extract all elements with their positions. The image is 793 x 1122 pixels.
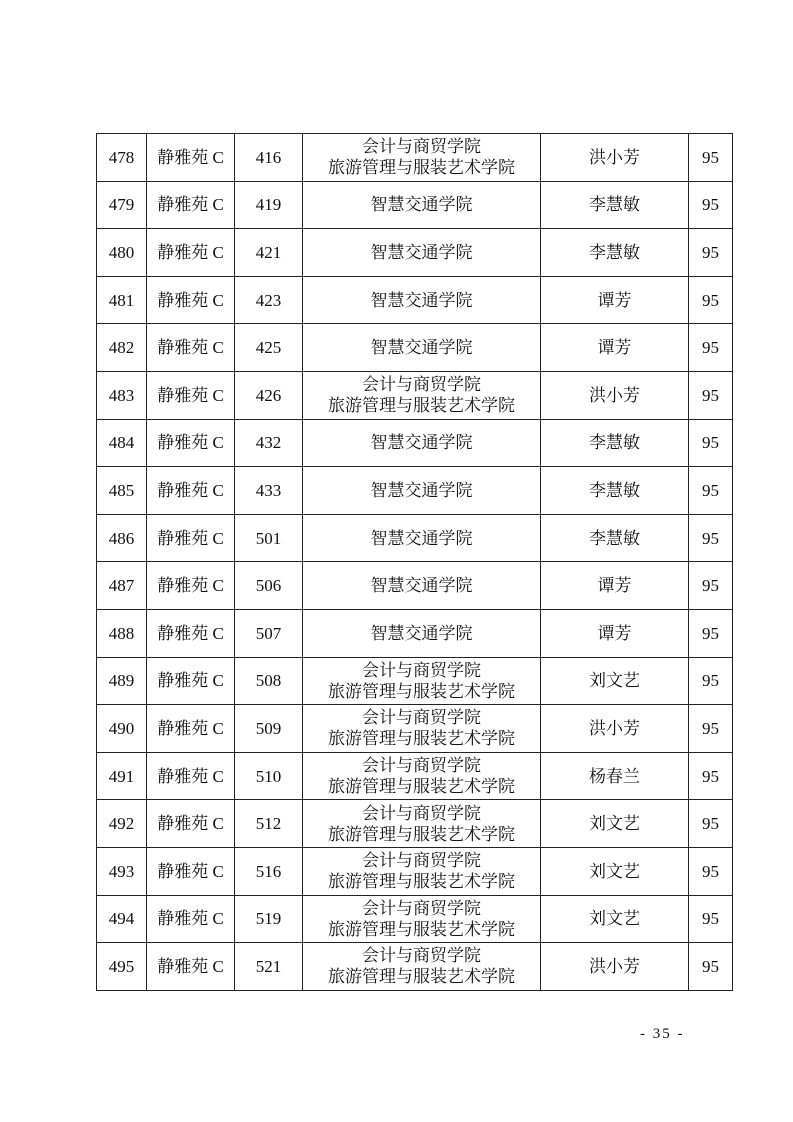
table-row [97,705,733,753]
college-cell [303,371,541,419]
college-cell [303,895,541,943]
table-row [97,134,733,182]
table-row [97,562,733,610]
room-number-cell: 423 [235,276,303,324]
building-cell: 静雅苑 C [147,847,235,895]
college-name: 旅游管理与服装艺术学院 [328,919,515,939]
score-cell: 95 [689,371,733,419]
score-cell: 95 [689,229,733,277]
room-number-cell: 425 [235,324,303,372]
college-name: 旅游管理与服装艺术学院 [328,396,515,416]
row-number-cell: 493 [97,847,147,895]
building-cell: 静雅苑 C [147,514,235,562]
college-cell [303,324,541,372]
score-cell: 95 [689,467,733,515]
table-row [97,895,733,943]
row-number-cell: 494 [97,895,147,943]
room-number-cell: 507 [235,609,303,657]
teacher-cell: 李慧敏 [541,514,689,562]
college-cell [303,134,541,182]
room-number-cell: 419 [235,181,303,229]
college-name: 智慧交通学院 [370,242,473,262]
building-cell: 静雅苑 C [147,752,235,800]
teacher-cell: 李慧敏 [541,181,689,229]
score-cell: 95 [689,895,733,943]
building-cell: 静雅苑 C [147,800,235,848]
score-cell: 95 [689,657,733,705]
room-number-cell: 433 [235,467,303,515]
college-name: 智慧交通学院 [370,528,473,548]
table-row [97,371,733,419]
room-number-cell: 421 [235,229,303,277]
score-cell: 95 [689,181,733,229]
row-number-cell: 482 [97,324,147,372]
score-cell: 95 [689,134,733,182]
room-number-cell: 426 [235,371,303,419]
college-name: 会计与商贸学院 [362,660,481,680]
college-cell [303,943,541,991]
college-name: 会计与商贸学院 [362,946,481,966]
college-cell [303,657,541,705]
building-cell: 静雅苑 C [147,181,235,229]
teacher-cell: 谭芳 [541,609,689,657]
teacher-cell: 谭芳 [541,276,689,324]
row-number-cell: 481 [97,276,147,324]
row-number-cell: 489 [97,657,147,705]
building-cell: 静雅苑 C [147,895,235,943]
room-number-cell: 416 [235,134,303,182]
room-number-cell: 508 [235,657,303,705]
table-body [97,134,733,991]
row-number-cell: 485 [97,467,147,515]
score-cell: 95 [689,276,733,324]
college-cell [303,467,541,515]
table-row [97,752,733,800]
row-number-cell: 484 [97,419,147,467]
table-row [97,514,733,562]
table-row [97,276,733,324]
college-name: 旅游管理与服装艺术学院 [328,967,515,987]
college-cell [303,276,541,324]
score-cell: 95 [689,943,733,991]
college-cell [303,562,541,610]
room-number-cell: 509 [235,705,303,753]
college-name: 会计与商贸学院 [362,756,481,776]
building-cell: 静雅苑 C [147,943,235,991]
college-name: 智慧交通学院 [370,576,473,596]
teacher-cell: 李慧敏 [541,229,689,277]
table-row [97,324,733,372]
table-row [97,419,733,467]
college-name: 智慧交通学院 [370,480,473,500]
room-number-cell: 506 [235,562,303,610]
college-name: 智慧交通学院 [370,290,473,310]
college-name: 旅游管理与服装艺术学院 [328,777,515,797]
room-number-cell: 516 [235,847,303,895]
college-name: 会计与商贸学院 [362,137,481,157]
table-row [97,467,733,515]
teacher-cell: 洪小芳 [541,371,689,419]
score-cell: 95 [689,514,733,562]
row-number-cell: 480 [97,229,147,277]
score-cell: 95 [689,419,733,467]
score-cell: 95 [689,752,733,800]
table-row [97,609,733,657]
table-row [97,229,733,277]
table-row [97,943,733,991]
building-cell: 静雅苑 C [147,657,235,705]
college-name: 旅游管理与服装艺术学院 [328,824,515,844]
teacher-cell: 刘文艺 [541,847,689,895]
score-cell: 95 [689,800,733,848]
row-number-cell: 487 [97,562,147,610]
building-cell: 静雅苑 C [147,324,235,372]
college-cell [303,705,541,753]
college-name: 旅游管理与服装艺术学院 [328,158,515,178]
score-cell: 95 [689,847,733,895]
teacher-cell: 洪小芳 [541,705,689,753]
college-cell [303,229,541,277]
college-name: 智慧交通学院 [370,338,473,358]
building-cell: 静雅苑 C [147,276,235,324]
building-cell: 静雅苑 C [147,371,235,419]
teacher-cell: 洪小芳 [541,134,689,182]
college-name: 会计与商贸学院 [362,898,481,918]
row-number-cell: 478 [97,134,147,182]
score-cell: 95 [689,705,733,753]
college-name: 旅游管理与服装艺术学院 [328,872,515,892]
building-cell: 静雅苑 C [147,562,235,610]
college-name: 会计与商贸学院 [362,803,481,823]
score-cell: 95 [689,562,733,610]
row-number-cell: 495 [97,943,147,991]
table-row [97,657,733,705]
teacher-cell: 洪小芳 [541,943,689,991]
teacher-cell: 杨春兰 [541,752,689,800]
teacher-cell: 刘文艺 [541,895,689,943]
college-cell [303,847,541,895]
table-row [97,181,733,229]
table-row [97,847,733,895]
score-cell: 95 [689,609,733,657]
room-number-cell: 510 [235,752,303,800]
row-number-cell: 479 [97,181,147,229]
building-cell: 静雅苑 C [147,229,235,277]
room-number-cell: 519 [235,895,303,943]
teacher-cell: 李慧敏 [541,419,689,467]
row-number-cell: 490 [97,705,147,753]
college-name: 智慧交通学院 [370,433,473,453]
room-number-cell: 501 [235,514,303,562]
room-number-cell: 512 [235,800,303,848]
college-cell [303,419,541,467]
college-cell [303,800,541,848]
college-name: 旅游管理与服装艺术学院 [328,729,515,749]
teacher-cell: 刘文艺 [541,657,689,705]
row-number-cell: 492 [97,800,147,848]
room-number-cell: 521 [235,943,303,991]
building-cell: 静雅苑 C [147,419,235,467]
row-number-cell: 491 [97,752,147,800]
college-cell [303,609,541,657]
college-cell [303,181,541,229]
teacher-cell: 谭芳 [541,324,689,372]
teacher-cell: 刘文艺 [541,800,689,848]
row-number-cell: 486 [97,514,147,562]
college-name: 智慧交通学院 [370,195,473,215]
building-cell: 静雅苑 C [147,134,235,182]
building-cell: 静雅苑 C [147,705,235,753]
score-cell: 95 [689,324,733,372]
building-cell: 静雅苑 C [147,467,235,515]
college-cell [303,752,541,800]
college-cell [303,514,541,562]
page-number: - 35 - [640,1026,685,1042]
row-number-cell: 488 [97,609,147,657]
row-number-cell: 483 [97,371,147,419]
college-name: 旅游管理与服装艺术学院 [328,681,515,701]
dormitory-score-table [96,133,733,991]
table-row [97,800,733,848]
room-number-cell: 432 [235,419,303,467]
college-name: 智慧交通学院 [370,623,473,643]
college-name: 会计与商贸学院 [362,375,481,395]
teacher-cell: 李慧敏 [541,467,689,515]
college-name: 会计与商贸学院 [362,708,481,728]
building-cell: 静雅苑 C [147,609,235,657]
college-name: 会计与商贸学院 [362,851,481,871]
teacher-cell: 谭芳 [541,562,689,610]
